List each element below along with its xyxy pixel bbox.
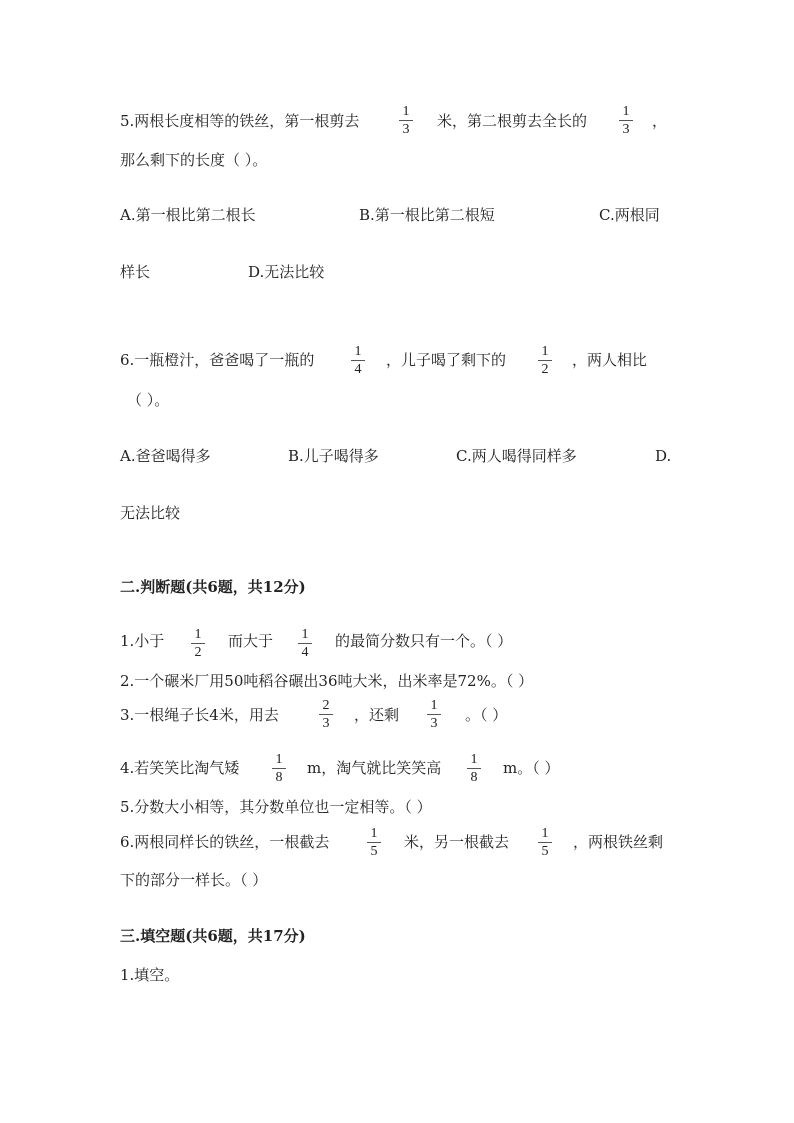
judge-3-a: 3.一根绳子长4米，用去 bbox=[120, 706, 279, 724]
q6-option-d: D. bbox=[655, 447, 672, 465]
fraction bbox=[367, 826, 381, 859]
fraction bbox=[427, 698, 441, 731]
denominator: 5 bbox=[370, 844, 378, 859]
q5-option-c-cont: 样长 bbox=[120, 263, 151, 281]
numerator: 1 bbox=[541, 826, 549, 841]
fraction bbox=[399, 104, 413, 137]
denominator: 3 bbox=[402, 122, 410, 137]
section-title: 二.判断题(共6题，共12分) bbox=[120, 578, 306, 596]
q6-text-c: ，两人相比 bbox=[572, 351, 648, 369]
numerator: 1 bbox=[402, 104, 410, 119]
q5-text-c: ， bbox=[652, 112, 668, 130]
denominator: 2 bbox=[194, 645, 202, 660]
numerator: 1 bbox=[622, 104, 630, 119]
denominator: 3 bbox=[622, 122, 630, 137]
judge-5: 5.分数大小相等，其分数单位也一定相等。（ ） bbox=[120, 798, 432, 816]
judge-6-b: 米，另一根截去 bbox=[404, 833, 510, 851]
numerator: 1 bbox=[470, 752, 478, 767]
numerator: 1 bbox=[275, 752, 283, 767]
judge-1-c: 的最简分数只有一个。（ ） bbox=[335, 632, 513, 650]
fraction bbox=[272, 752, 286, 785]
denominator: 8 bbox=[275, 770, 283, 785]
q5-option-a: A.第一根比第二根长 bbox=[120, 206, 256, 224]
q5-option-d: D.无法比较 bbox=[248, 263, 325, 281]
judge-4-c: m。（ ） bbox=[503, 759, 560, 777]
fraction bbox=[191, 627, 205, 660]
denominator: 4 bbox=[301, 645, 309, 660]
judge-3-c: 。（ ） bbox=[465, 706, 508, 724]
fraction bbox=[351, 344, 365, 377]
fraction bbox=[538, 826, 552, 859]
q6-text-b: ，儿子喝了剩下的 bbox=[386, 351, 507, 369]
judge-6-c: ，两根铁丝剩 bbox=[573, 833, 664, 851]
q6-text-line2: （ ）。 bbox=[127, 391, 170, 409]
numerator: 1 bbox=[301, 627, 309, 642]
q6-option-d-cont: 无法比较 bbox=[120, 504, 181, 522]
judge-3-b: ，还剩 bbox=[354, 706, 400, 724]
denominator: 2 bbox=[541, 362, 549, 377]
q5-option-b: B.第一根比第二根短 bbox=[359, 206, 495, 224]
numerator: 1 bbox=[541, 344, 549, 359]
q6-option-a: A.爸爸喝得多 bbox=[120, 447, 211, 465]
judge-4-b: m，淘气就比笑笑高 bbox=[307, 759, 442, 777]
denominator: 5 bbox=[541, 844, 549, 859]
fraction bbox=[467, 752, 481, 785]
denominator: 3 bbox=[322, 716, 330, 731]
q6-text-a: 6.一瓶橙汁，爸爸喝了一瓶的 bbox=[120, 351, 315, 369]
fraction bbox=[298, 627, 312, 660]
q6-option-b: B.儿子喝得多 bbox=[288, 447, 379, 465]
q6-option-c: C.两人喝得同样多 bbox=[456, 447, 577, 465]
fraction bbox=[619, 104, 633, 137]
fraction bbox=[319, 698, 333, 731]
numerator: 1 bbox=[430, 698, 438, 713]
denominator: 3 bbox=[430, 716, 438, 731]
fill-1: 1.填空。 bbox=[120, 966, 180, 984]
section-title: 三.填空题(共6题，共17分) bbox=[120, 927, 306, 945]
q5-text-b: 米，第二根剪去全长的 bbox=[437, 112, 588, 130]
denominator: 8 bbox=[470, 770, 478, 785]
numerator: 2 bbox=[322, 698, 330, 713]
numerator: 1 bbox=[194, 627, 202, 642]
judge-4-a: 4.若笑笑比淘气矮 bbox=[120, 759, 240, 777]
q5-option-c: C.两根同 bbox=[599, 206, 660, 224]
judge-2: 2.一个碾米厂用50吨稻谷碾出36吨大米，出米率是72%。（ ） bbox=[120, 672, 534, 690]
fraction bbox=[538, 344, 552, 377]
numerator: 1 bbox=[370, 826, 378, 841]
denominator: 4 bbox=[354, 362, 362, 377]
judge-1-b: 而大于 bbox=[228, 632, 274, 650]
judge-6-line2: 下的部分一样长。（ ） bbox=[120, 871, 268, 889]
numerator: 1 bbox=[354, 344, 362, 359]
q5-text-line2: 那么剩下的长度（ ）。 bbox=[120, 151, 268, 169]
judge-1-a: 1.小于 bbox=[120, 632, 165, 650]
judge-6-a: 6.两根同样长的铁丝，一根截去 bbox=[120, 833, 330, 851]
q5-text-a: 5.两根长度相等的铁丝，第一根剪去 bbox=[120, 112, 360, 130]
